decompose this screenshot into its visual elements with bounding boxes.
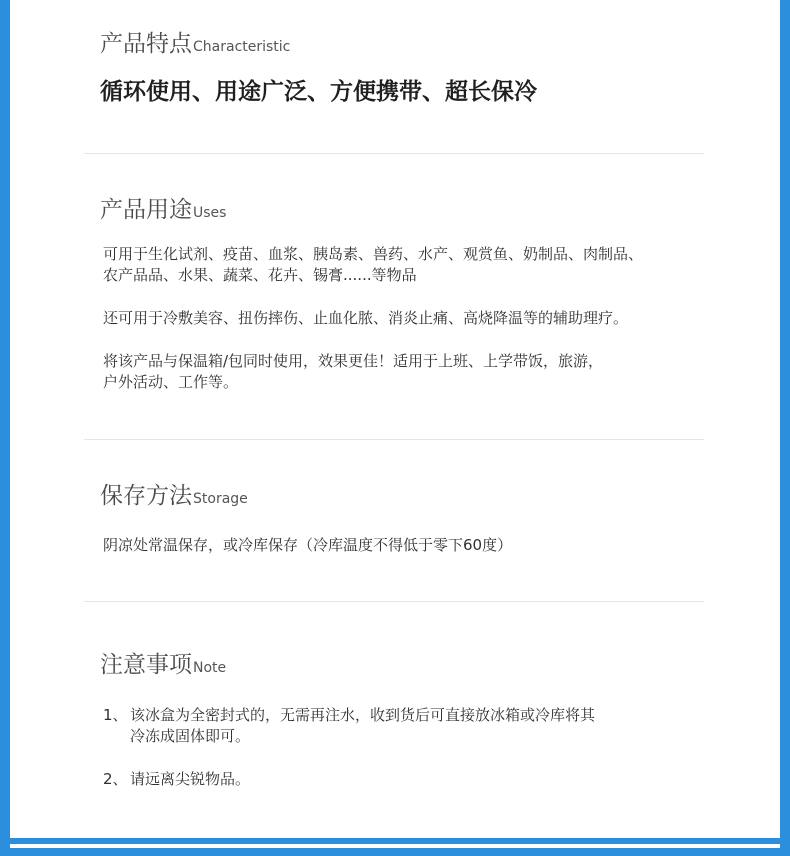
uses-section bbox=[100, 195, 750, 393]
storage-heading bbox=[100, 481, 750, 514]
characteristic-section bbox=[100, 29, 750, 107]
uses-p1-line2: 农产品品、水果、蔬菜、花卉、锡膏......等物品 bbox=[103, 266, 417, 284]
divider bbox=[84, 153, 704, 154]
uses-p3-line2: 户外活动、工作等。 bbox=[103, 373, 239, 391]
note-item-2-number: 2、 bbox=[103, 770, 128, 788]
frame-right-border bbox=[780, 0, 790, 856]
note-heading bbox=[100, 650, 750, 683]
frame-left-border bbox=[0, 0, 10, 856]
uses-title-cn: 产品用途 bbox=[100, 197, 192, 223]
note-section bbox=[100, 650, 750, 790]
characteristic-title-cn: 产品特点 bbox=[100, 31, 192, 57]
divider bbox=[84, 439, 704, 440]
note-title-cn: 注意事项 bbox=[100, 652, 192, 678]
divider bbox=[84, 601, 704, 602]
uses-paragraph-2 bbox=[100, 308, 750, 329]
note-item-1 bbox=[100, 705, 750, 747]
characteristic-text: 循环使用、用途广泛、方便携带、超长保冷 bbox=[100, 79, 537, 105]
storage-text bbox=[100, 535, 750, 556]
characteristic-heading bbox=[100, 29, 750, 62]
uses-paragraph-3 bbox=[100, 351, 750, 393]
storage-title-en: Storage bbox=[193, 491, 248, 507]
uses-paragraph-1 bbox=[100, 244, 750, 286]
note-item-1-line1: 该冰盒为全密封式的，无需再注水，收到货后可直接放冰箱或冷库将其 bbox=[130, 706, 596, 724]
frame-bottom-stripe bbox=[10, 844, 780, 848]
uses-p3-line1: 将该产品与保温箱/包同时使用，效果更佳！适用于上班、上学带饭，旅游， bbox=[103, 352, 604, 370]
storage-title-cn: 保存方法 bbox=[100, 483, 192, 509]
note-title-en: Note bbox=[193, 660, 227, 676]
frame-bottom-border bbox=[0, 838, 790, 856]
uses-p1-line1: 可用于生化试剂、疫苗、血浆、胰岛素、兽药、水产、观赏鱼、奶制品、肉制品、 bbox=[103, 245, 644, 263]
uses-p2: 还可用于冷敷美容、扭伤摔伤、止血化脓、消炎止痛、高烧降温等的辅助理疗。 bbox=[103, 309, 629, 327]
uses-title-en: Uses bbox=[193, 205, 227, 221]
note-item-1-number: 1、 bbox=[103, 706, 128, 724]
note-item-2-text: 请远离尖锐物品。 bbox=[130, 770, 251, 788]
uses-heading bbox=[100, 195, 750, 228]
characteristic-title-en: Characteristic bbox=[193, 39, 291, 55]
storage-line: 阴凉处常温保存，或冷库保存（冷库温度不得低于零下60度） bbox=[103, 536, 513, 554]
note-item-2 bbox=[100, 769, 750, 790]
storage-section bbox=[100, 481, 750, 556]
note-item-1-line2: 冷冻成固体即可。 bbox=[130, 727, 251, 745]
